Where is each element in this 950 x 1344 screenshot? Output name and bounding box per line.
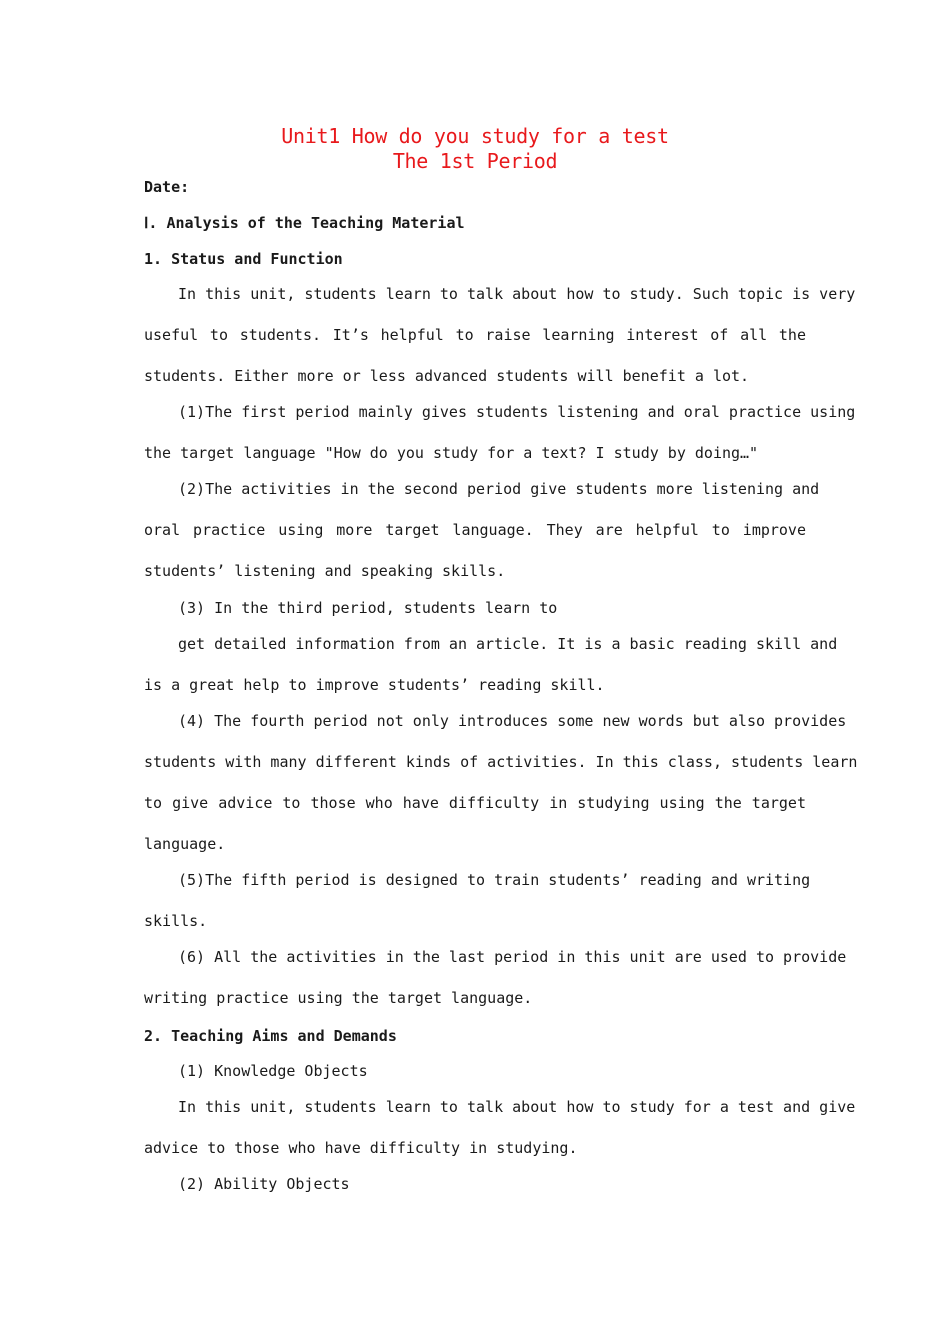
paragraph (144, 1087, 856, 1169)
text-line: useful to students. It’s helpful to raise learning interest of all the (144, 326, 806, 344)
paragraph (144, 937, 847, 1019)
text-line: advice to those who have difficulty in studying. (144, 1139, 578, 1157)
paragraph (144, 274, 856, 397)
text-line: students with many different kinds of activities. In this class, students learn (144, 753, 858, 771)
ability-objects-label: (2) Ability Objects (178, 1175, 350, 1193)
document-title: Unit1 How do you study for a test (281, 124, 669, 148)
date-label: Date: (144, 178, 190, 196)
text-line: In this unit, students learn to talk about how to study. Such topic is very (178, 285, 856, 303)
text-line: skills. (144, 912, 208, 930)
text-line: language. (144, 835, 226, 853)
text-line: the target language "How do you study for a text? I study by doing…" (144, 444, 759, 462)
paragraph (144, 624, 838, 706)
text-line: is a great help to improve students’ reading skill. (144, 676, 605, 694)
text-line: get detailed information from an article. It is a basic reading skill and (178, 635, 838, 653)
period-title: The 1st Period (392, 149, 558, 173)
text-line: students’ listening and speaking skills. (144, 562, 506, 580)
text-line: students. Either more or less advanced students will benefit a lot. (144, 367, 750, 385)
subsection-heading: 1. Status and Function (144, 250, 343, 268)
text-line: oral practice using more target language. They are helpful to improve (144, 521, 806, 539)
paragraph (144, 701, 858, 865)
text-line: In this unit, students learn to talk about how to study for a test and give (178, 1098, 856, 1116)
section-heading: Ⅰ. Analysis of the Teaching Material (144, 214, 465, 232)
text-line: (1)The first period mainly gives students listening and oral practice using (178, 403, 856, 421)
text-line: writing practice using the target language. (144, 989, 533, 1007)
text-line: (3) In the third period, students learn to (178, 599, 558, 617)
paragraph (144, 860, 811, 942)
text-line: (6) All the activities in the last period in this unit are used to provide (178, 948, 847, 966)
paragraph (144, 469, 820, 592)
knowledge-objects-label: (1) Knowledge Objects (178, 1062, 368, 1080)
subsection-heading: 2. Teaching Aims and Demands (144, 1027, 397, 1045)
text-line: (4) The fourth period not only introduces some new words but also provides (178, 712, 847, 730)
paragraph (144, 392, 856, 474)
text-line: to give advice to those who have difficulty in studying using the target (144, 794, 806, 812)
text-line: (2)The activities in the second period give students more listening and (178, 480, 820, 498)
text-line: (5)The fifth period is designed to train students’ reading and writing (178, 871, 811, 889)
